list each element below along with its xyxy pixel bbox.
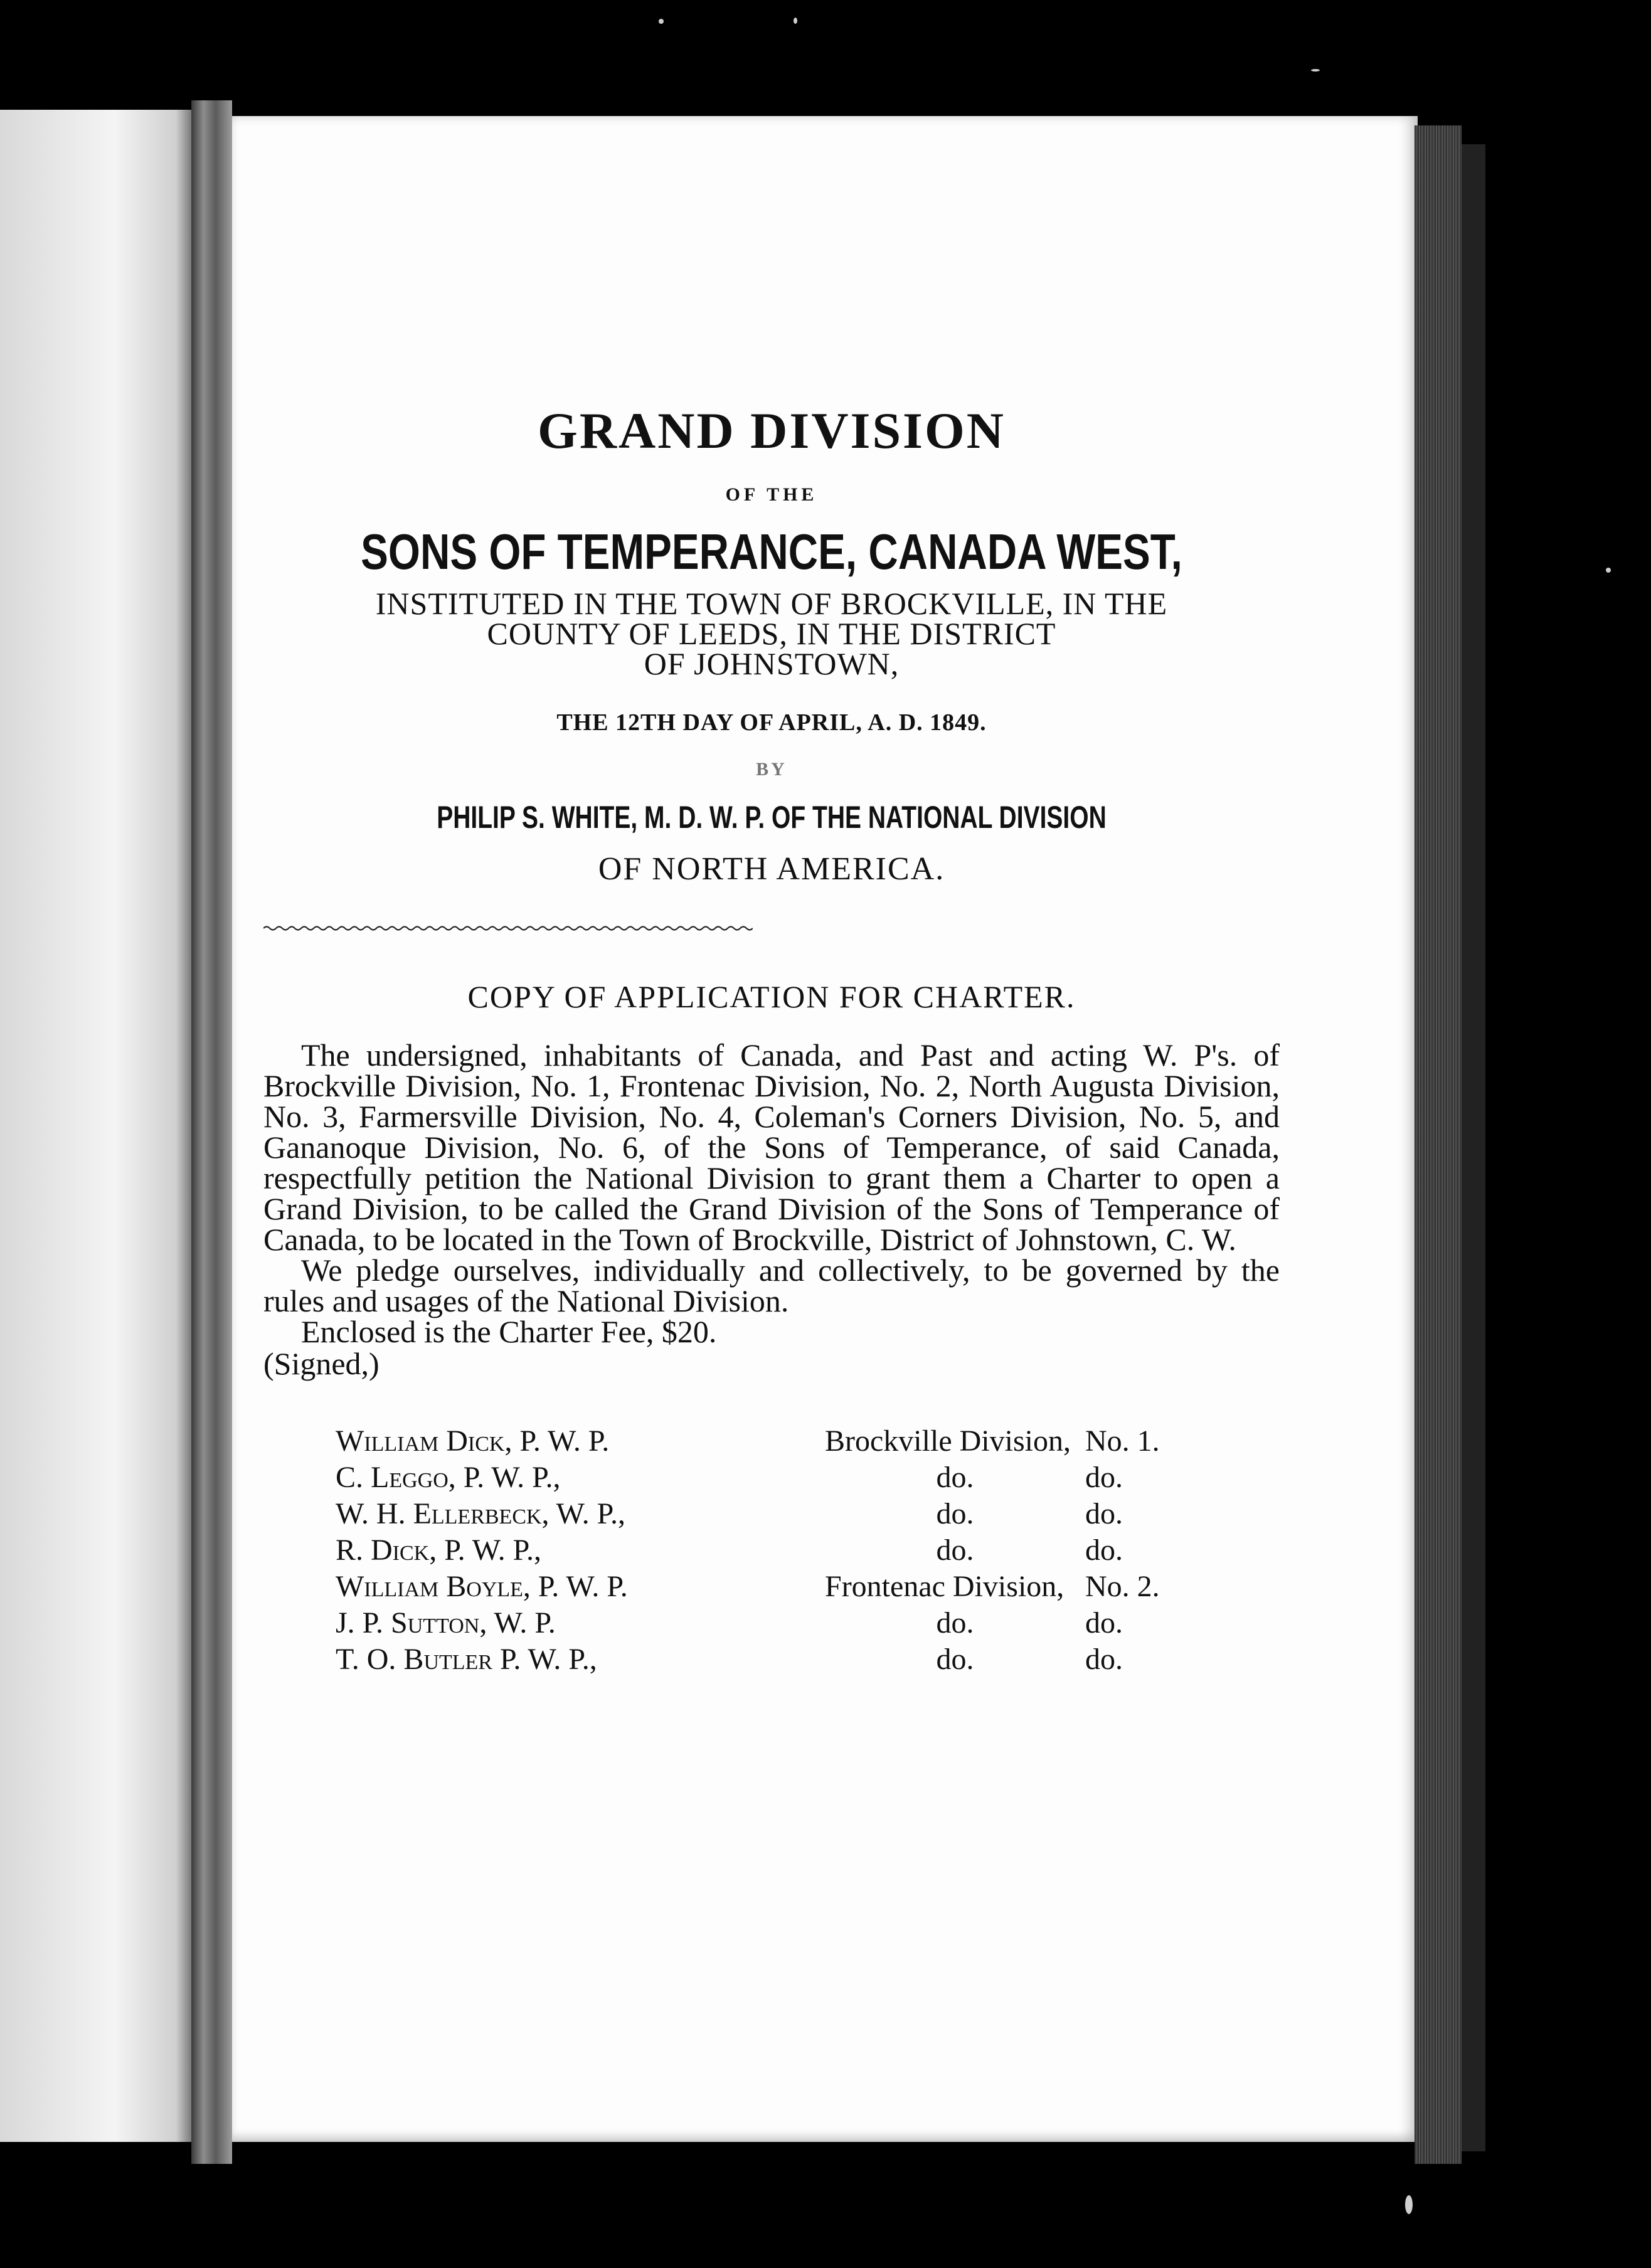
page-content (263, 401, 1280, 1678)
signature-row (336, 1532, 1192, 1569)
signed-label: (Signed,) (263, 1346, 380, 1381)
signatory-division: do. (936, 1606, 974, 1640)
instituted-line: OF JOHNSTOWN, (644, 646, 900, 681)
signatory-division: Brockville Division, (825, 1424, 1071, 1458)
signature-list (336, 1423, 1192, 1678)
signatory-number: do. (1085, 1497, 1123, 1530)
signatory-name: J. P. Sutton, W. P. (336, 1606, 556, 1640)
signatory-number: do. (1085, 1643, 1123, 1676)
main-title: GRAND DIVISION (538, 402, 1006, 459)
signatory-name: W. H. Ellerbeck, W. P., (336, 1497, 625, 1530)
scan-speck (1311, 69, 1320, 72)
society-title: SONS OF TEMPERANCE, CANADA WEST, (361, 524, 1182, 580)
signature-row (336, 1460, 1192, 1496)
scan-speck (1405, 2195, 1413, 2214)
signatory-division: do. (936, 1643, 974, 1676)
by-line: BY (756, 759, 787, 780)
signature-row (336, 1605, 1192, 1641)
subtitle-connector: OF THE (725, 484, 818, 505)
scan-speck (794, 18, 797, 24)
signature-row (336, 1496, 1192, 1532)
signatory-number: No. 1. (1085, 1424, 1160, 1458)
instituted-line: COUNTY OF LEEDS, IN THE DISTRICT (487, 616, 1056, 651)
signature-row (336, 1423, 1192, 1460)
page-fore-edge (1415, 125, 1462, 2164)
signatory-division: do. (936, 1534, 974, 1567)
application-text (263, 1037, 1280, 1349)
signatory-name: T. O. Butler P. W. P., (336, 1643, 597, 1676)
paragraph: The undersigned, inhabitants of Canada, and Past and acting W. P's. of Brockville Division, No. 1, Frontenac Division, No. 2, North Augusta Division, No. 3, Farmersville Division, No. 4, Coleman's Corners Division, No. 5, and Gananoque Division, No. 6, of the Sons of Temperance, of said Canada, respectfully petition the National Division to grant them a Charter to open a Grand Division, to be called the Grand Division of the Sons of Temperance of Canada, to be located in the Town of Brockville, District of Johnstown, C. W. (263, 1037, 1280, 1257)
signatory-number: do. (1085, 1606, 1123, 1640)
decorative-wavy-rule (263, 925, 753, 931)
signatory-number: No. 2. (1085, 1570, 1160, 1603)
paragraph: Enclosed is the Charter Fee, $20. (301, 1314, 717, 1349)
signatory-number: do. (1085, 1461, 1123, 1494)
signatory-division: Frontenac Division, (825, 1570, 1064, 1603)
book-cover-edge (1462, 144, 1485, 2151)
author-line-continued: OF NORTH AMERICA. (598, 851, 945, 887)
left-page-edge (0, 110, 191, 2142)
signatory-division: do. (936, 1497, 974, 1530)
signatory-division: do. (936, 1461, 974, 1494)
scan-speck (659, 19, 664, 24)
signature-row (336, 1569, 1192, 1605)
paragraph: We pledge ourselves, individually and collectively, to be governed by the rules and usages of the National Division. (263, 1253, 1280, 1318)
author-line: PHILIP S. WHITE, M. D. W. P. OF THE NATIONAL DIVISION (437, 800, 1107, 835)
signatory-name: William Boyle, P. W. P. (336, 1570, 628, 1603)
signatory-name: C. Leggo, P. W. P., (336, 1461, 561, 1494)
section-heading: COPY OF APPLICATION FOR CHARTER. (467, 979, 1076, 1014)
signatory-name: William Dick, P. W. P. (336, 1424, 610, 1458)
signatory-number: do. (1085, 1534, 1123, 1567)
institution-date: THE 12TH DAY OF APRIL, A. D. 1849. (556, 709, 987, 736)
signature-row (336, 1641, 1192, 1678)
scan-speck (1606, 568, 1611, 573)
instituted-statement (263, 588, 1280, 679)
book-gutter (191, 100, 232, 2164)
signatory-name: R. Dick, P. W. P., (336, 1534, 542, 1567)
instituted-line: INSTITUTED IN THE TOWN OF BROCKVILLE, IN THE (375, 586, 1168, 621)
